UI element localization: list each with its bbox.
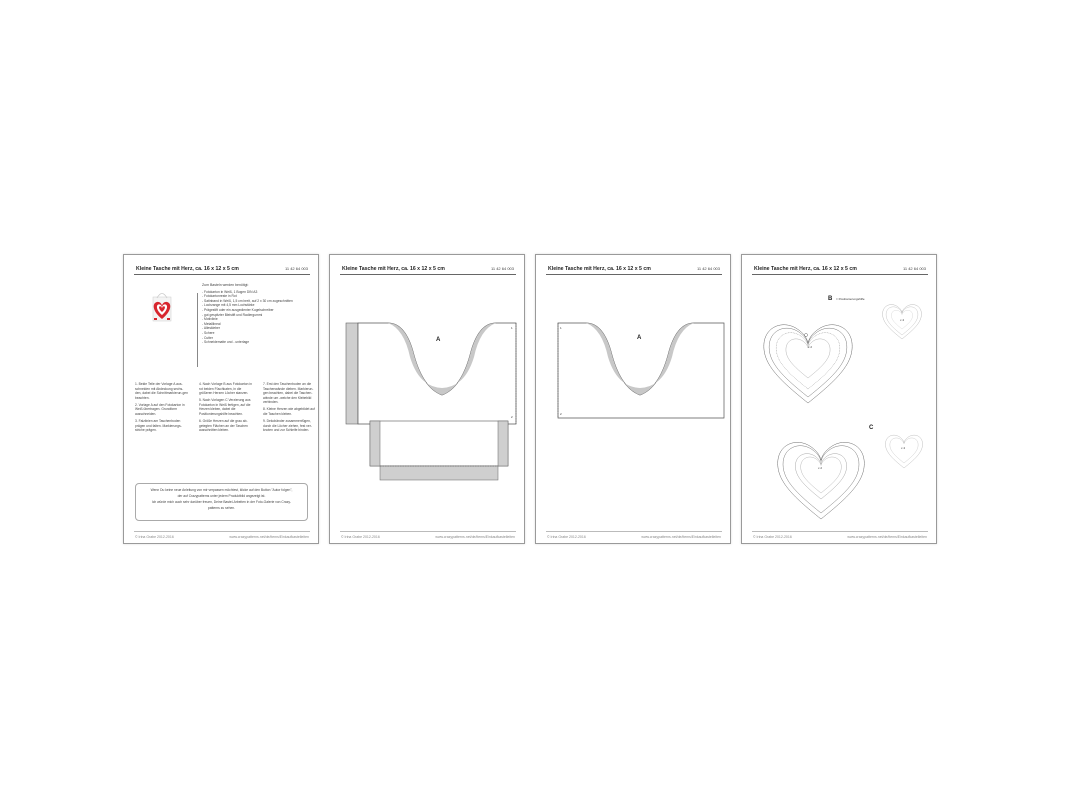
instruction-page-1 <box>123 254 319 544</box>
article-code: 11 42 64 003 <box>696 266 720 271</box>
copyright: © Irina Grabe 2012-2016 <box>341 535 380 539</box>
footer-rule <box>752 531 928 532</box>
heart-c-small <box>885 435 922 468</box>
material-item: - Satinband in Weiß, 1,5 cm breit, auf 2 x 30 cm zugeschnitten <box>202 298 293 303</box>
template-a-drawing <box>330 255 526 545</box>
label-c: C <box>869 425 874 431</box>
footer-rule <box>546 531 722 532</box>
step-text: 3. Falzlinien am Taschenboden prägen und falten. Markierungs-striche prägen. <box>135 419 182 433</box>
material-item: - Prägestift oder ein ausgedienter Kugelschreiber <box>202 307 274 312</box>
material-item: - Schneidematte und - unterlage <box>202 340 250 345</box>
note-line: Ich würde mich auch sehr darüber freuen, Deine Bastel-Arbeiten in der Foto-Galerie von Crazy- <box>151 500 292 505</box>
header-rule <box>134 274 310 275</box>
steps-column-1 <box>135 382 189 435</box>
footer-rule <box>340 531 516 532</box>
template-page-4 <box>741 254 937 544</box>
step-text: 7. Erst den Taschenboden an die Taschenwände dieben. Markierun-gen beachten, dabei die Taschen-wände um -weiche den Klebebild verbinden. <box>263 382 314 405</box>
material-item: - Fotokarton in Weiß, 1 Bogen DIN A3 <box>202 289 258 294</box>
divider <box>197 293 198 367</box>
follow-author-note <box>135 483 308 521</box>
page-title: Kleine Tasche mit Herz, ca. 16 x 12 x 5 cm <box>342 266 445 272</box>
material-item: - Fotokartonreste in Rot <box>202 294 237 299</box>
mark-2: 2 <box>511 415 513 419</box>
page-title: Kleine Tasche mit Herz, ca. 16 x 12 x 5 cm <box>548 266 651 272</box>
material-item: - gut gespitzter Bleistift und Radiergummi <box>202 312 263 317</box>
step-text: 1. Beide Teile der Vorlage A aus-schneiden mit Abdeckung sechs-den, dabei die Schnittmarkierun-gen beachten. <box>135 382 188 400</box>
note-line: Wenn Du keine neue Anleitung von mir verpassen möchtest, klicke auf den Button "Autor folgen", <box>150 488 293 492</box>
label-b: B <box>828 296 833 302</box>
article-code: 11 42 64 003 <box>902 266 926 271</box>
heart-count: x 2 <box>818 466 823 470</box>
template-page-2 <box>329 254 525 544</box>
steps-column-2 <box>199 382 253 435</box>
material-item: - Motivlinie <box>202 317 218 322</box>
mark-2: 2 <box>560 412 562 416</box>
piece-label-a: A <box>436 337 441 343</box>
heart-b-large <box>764 325 852 403</box>
note-line: der auf Crazypatterns unter jedem Produktbild angezeigt ist. <box>177 494 266 499</box>
product-photo <box>150 289 174 323</box>
heart-templates-drawing <box>742 255 938 545</box>
material-item: - Cutter <box>202 335 213 340</box>
copyright: © Irina Grabe 2012-2016 <box>547 535 586 539</box>
mark-1: 1 <box>511 326 513 330</box>
footer-rule <box>134 531 310 532</box>
step-text: 2. Vorlage A auf den Fotokarton in Weiß übertragen. Grundform ausschneiden. <box>135 402 185 417</box>
source-url: www.crazypatterns.net/de/items/Einkaufkastelleiten <box>641 535 721 539</box>
step-text: 5. Nach Vorlagen C Verzierung aus Fotokarton in Weiß fertigen, auf die Herzen kleben, dabei die Positionierungshilfe beachten. <box>199 398 251 417</box>
source-url: www.crazypatterns.net/de/items/Einkaufkastelleiten <box>435 535 515 539</box>
source-url: www.crazypatterns.net/de/items/Einkaufkastelleiten <box>847 535 927 539</box>
label-b-note: = Positionierungshilfe <box>836 297 865 301</box>
page-title: Kleine Tasche mit Herz, ca. 16 x 12 x 5 cm <box>136 266 239 272</box>
piece-label-a: A <box>637 335 642 341</box>
source-url: www.crazypatterns.net/de/items/Einkaufkastelleiten <box>229 535 309 539</box>
article-code: 11 42 64 003 <box>490 266 514 271</box>
steps-column-3 <box>263 382 317 435</box>
material-item: - Alleskleber <box>202 326 220 331</box>
copyright: © Irina Grabe 2012-2016 <box>753 535 792 539</box>
material-item: - Lochzange mit 4,5 mm Lochstärke <box>202 303 255 308</box>
materials-heading: Zum Basteln werden benötigt: <box>202 283 249 287</box>
heart-c-large <box>778 442 865 519</box>
step-text: 8. Kleine Herzen wie abgebildet auf die Taschen kleben. <box>263 407 315 417</box>
material-item: - Metalllineal <box>202 321 221 326</box>
material-item: - Schere <box>202 330 215 335</box>
article-code: 11 42 64 003 <box>284 266 308 271</box>
page-title: Kleine Tasche mit Herz, ca. 16 x 12 x 5 cm <box>754 266 857 272</box>
step-text: 4. Nach Vorlage B aus Fotokarton in rot beiden Füschkaten, in die größeren Herzen Löcher stanzen. <box>199 382 252 396</box>
mark-1: 1 <box>560 326 562 330</box>
copyright: © Irina Grabe 2012-2016 <box>135 535 174 539</box>
heart-count: x 2 <box>808 345 813 349</box>
note-line: patterns zu sehen. <box>207 506 236 511</box>
template-a-mirror-drawing <box>536 255 732 545</box>
step-text: 9. Dekobänder zusammenfügen, durch die Löcher ziehen, fest ver-knoten und zur Schleife binden. <box>263 419 312 433</box>
step-text: 6. Größe Herzen auf die grau ab-getegten Flächen an der Taschen ausschnitten kleben. <box>199 419 248 433</box>
heart-count: x 4 <box>900 318 905 322</box>
heart-count: x 4 <box>901 446 906 450</box>
materials-list <box>202 283 312 345</box>
template-page-3 <box>535 254 731 544</box>
